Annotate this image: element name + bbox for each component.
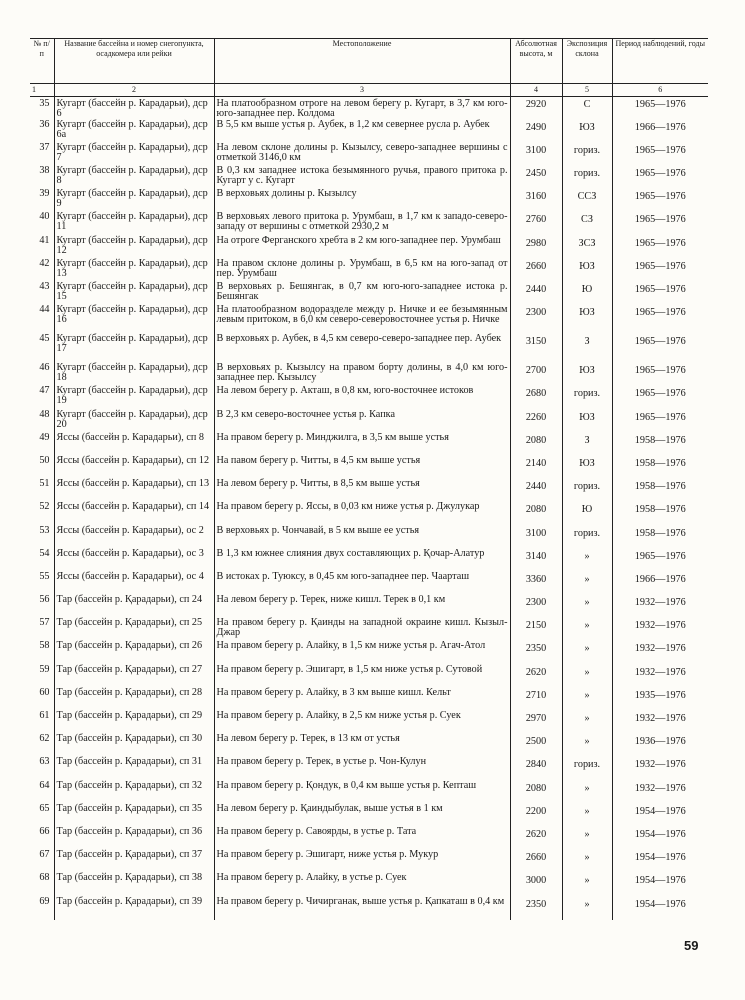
station-location: В истоках р. Туюксу, в 0,45 км юго-западнее пер. Чаарташ bbox=[214, 572, 510, 595]
altitude-value: 3100 bbox=[510, 526, 562, 549]
station-name: Кугарт (бассейн р. Карадарьи), дср 8 bbox=[54, 166, 214, 189]
altitude-value: 2080 bbox=[510, 433, 562, 456]
station-location: На платообразном водоразделе между р. Ничке и ее безымянным левым притоком, в 6,0 км северо-северовосточнее устья р. Ничке bbox=[214, 305, 510, 334]
table-row bbox=[30, 688, 708, 711]
header-period: Период наблюдений, годы bbox=[612, 39, 708, 84]
observation-period: 1954—1976 bbox=[612, 850, 708, 873]
station-name: Кугарт (бассейн р. Карадарьи), дср 13 bbox=[54, 259, 214, 282]
table-body bbox=[30, 97, 708, 920]
observation-period: 1958—1976 bbox=[612, 479, 708, 502]
station-name: Яссы (бассейн р. Карадарьи), сп 14 bbox=[54, 502, 214, 525]
station-name: Кугарт (бассейн р. Карадарьи), дср 17 bbox=[54, 334, 214, 363]
observation-period: 1958—1976 bbox=[612, 502, 708, 525]
observation-period: 1954—1976 bbox=[612, 804, 708, 827]
observation-period: 1936—1976 bbox=[612, 734, 708, 757]
header-location: Местоположение bbox=[214, 39, 510, 84]
altitude-value: 2660 bbox=[510, 259, 562, 282]
header-exposure: Экспозиция склона bbox=[562, 39, 612, 84]
station-location: В верховьях р. Бешянгак, в 0,7 км юго-юго-западнее истока р. Бешянгак bbox=[214, 282, 510, 305]
slope-exposure: СЗ bbox=[562, 212, 612, 235]
slope-exposure: » bbox=[562, 897, 612, 920]
table-row bbox=[30, 259, 708, 282]
row-number: 37 bbox=[39, 141, 50, 153]
observation-period: 1965—1976 bbox=[612, 363, 708, 386]
column-number: 1 bbox=[30, 84, 54, 97]
row-number: 38 bbox=[39, 165, 50, 177]
row-number: 66 bbox=[39, 825, 50, 837]
table-row bbox=[30, 549, 708, 572]
station-location: На правом берегу р. Савоярды, в устье р. Тата bbox=[214, 827, 510, 850]
slope-exposure: » bbox=[562, 641, 612, 664]
row-number: 54 bbox=[39, 547, 50, 559]
table-row bbox=[30, 734, 708, 757]
row-number: 57 bbox=[39, 617, 50, 629]
table-row bbox=[30, 189, 708, 212]
station-location: В верховьях долины р. Кызылсу bbox=[214, 189, 510, 212]
station-name: Тар (бассейн р. Қарадарьи), сп 36 bbox=[54, 827, 214, 850]
station-name: Тар (бассейн р. Қарадарьи), сп 28 bbox=[54, 688, 214, 711]
station-location: На левом склоне долины р. Кызылсу, северо-западнее вершины с отметкой 3146,0 км bbox=[214, 143, 510, 166]
slope-exposure: С bbox=[562, 97, 612, 120]
slope-exposure: » bbox=[562, 734, 612, 757]
observation-period: 1958—1976 bbox=[612, 433, 708, 456]
station-location: В 5,5 км выше устья р. Аубек, в 1,2 км севернее русла р. Аубек bbox=[214, 120, 510, 143]
altitude-value: 2080 bbox=[510, 781, 562, 804]
altitude-value: 2490 bbox=[510, 120, 562, 143]
altitude-value: 2700 bbox=[510, 363, 562, 386]
altitude-value: 3160 bbox=[510, 189, 562, 212]
station-name: Тар (бассейн р. Қарадарьи), сп 27 bbox=[54, 665, 214, 688]
row-number: 45 bbox=[39, 333, 50, 345]
observation-period: 1965—1976 bbox=[612, 236, 708, 259]
station-location: На павом берегу р. Читты, в 4,5 км выше устья bbox=[214, 456, 510, 479]
row-number: 60 bbox=[39, 686, 50, 698]
station-location: В верховьях левого притока р. Урумбаш, в 1,7 км к западо-северо-западу от вершины с отметкой 2930,2 м bbox=[214, 212, 510, 235]
altitude-value: 2200 bbox=[510, 804, 562, 827]
altitude-value: 2350 bbox=[510, 897, 562, 920]
station-location: На правом берегу р. Минджилга, в 3,5 км выше устья bbox=[214, 433, 510, 456]
table-row bbox=[30, 641, 708, 664]
station-name: Кугарт (бассейн р. Карадарьи), дср 20 bbox=[54, 410, 214, 433]
slope-exposure: » bbox=[562, 665, 612, 688]
station-name: Яссы (бассейн р. Карадарьи), ос 3 bbox=[54, 549, 214, 572]
observation-period: 1966—1976 bbox=[612, 120, 708, 143]
table-row bbox=[30, 479, 708, 502]
table-row bbox=[30, 502, 708, 525]
table-row bbox=[30, 386, 708, 409]
station-name: Тар (бассейн р. Қарадарьи), сп 32 bbox=[54, 781, 214, 804]
station-location: На правом берегу р. Алайку, в устье р. Суек bbox=[214, 873, 510, 896]
slope-exposure: ЗСЗ bbox=[562, 236, 612, 259]
row-number: 65 bbox=[39, 802, 50, 814]
altitude-value: 2620 bbox=[510, 827, 562, 850]
observation-period: 1965—1976 bbox=[612, 189, 708, 212]
row-number: 55 bbox=[39, 570, 50, 582]
observation-period: 1958—1976 bbox=[612, 526, 708, 549]
station-location: На левом берегу р. Акташ, в 0,8 км, юго-восточнее истоков bbox=[214, 386, 510, 409]
row-number: 61 bbox=[39, 710, 50, 721]
table-row bbox=[30, 572, 708, 595]
observation-period: 1965—1976 bbox=[612, 305, 708, 334]
observation-period: 1932—1976 bbox=[612, 618, 708, 641]
altitude-value: 2500 bbox=[510, 734, 562, 757]
station-name: Тар (бассейн р. Қарадарьи), сп 29 bbox=[54, 711, 214, 734]
slope-exposure: » bbox=[562, 804, 612, 827]
table-row bbox=[30, 827, 708, 850]
row-number: 35 bbox=[39, 98, 50, 109]
table-row bbox=[30, 456, 708, 479]
station-location: На правом берегу р. Чичирганак, выше устья р. Қапкаташ в 0,4 км bbox=[214, 897, 510, 920]
station-name: Тар (бассейн р. Қарадарьи), сп 37 bbox=[54, 850, 214, 873]
row-number: 53 bbox=[39, 524, 50, 536]
table-row bbox=[30, 166, 708, 189]
station-name: Яссы (бассейн р. Карадарьи), сп 12 bbox=[54, 456, 214, 479]
observation-period: 1965—1976 bbox=[612, 212, 708, 235]
row-number: 63 bbox=[39, 756, 50, 768]
row-number: 56 bbox=[39, 594, 50, 606]
altitude-value: 3000 bbox=[510, 873, 562, 896]
row-number: 51 bbox=[39, 478, 50, 490]
row-number: 41 bbox=[39, 234, 50, 246]
observation-period: 1965—1976 bbox=[612, 97, 708, 120]
altitude-value: 2350 bbox=[510, 641, 562, 664]
row-number: 64 bbox=[39, 779, 50, 791]
station-name: Кугарт (бассейн р. Карадарьи), дср 19 bbox=[54, 386, 214, 409]
table-row bbox=[30, 433, 708, 456]
row-number: 36 bbox=[39, 118, 50, 130]
station-location: На правом берегу р. Алайку, в 3 км выше кишл. Кельт bbox=[214, 688, 510, 711]
altitude-value: 2300 bbox=[510, 305, 562, 334]
station-name: Тар (бассейн р. Қарадарьи), сп 30 bbox=[54, 734, 214, 757]
slope-exposure: гориз. bbox=[562, 143, 612, 166]
altitude-value: 2150 bbox=[510, 618, 562, 641]
station-location: На отроге Ферганского хребта в 2 км юго-западнее пер. Урумбаш bbox=[214, 236, 510, 259]
station-name: Яссы (бассейн р. Карадарьи), сп 13 bbox=[54, 479, 214, 502]
row-number: 47 bbox=[39, 385, 50, 397]
slope-exposure: ЮЗ bbox=[562, 305, 612, 334]
table-row bbox=[30, 850, 708, 873]
station-location: На правом берегу р. Қаинды на западной окраине кишл. Кызыл-Джар bbox=[214, 618, 510, 641]
header-no: № п/п bbox=[30, 39, 54, 84]
row-number: 43 bbox=[39, 281, 50, 292]
row-number: 52 bbox=[39, 501, 50, 513]
row-number: 68 bbox=[39, 872, 50, 884]
observation-period: 1965—1976 bbox=[612, 386, 708, 409]
station-name: Кугарт (бассейн р. Карадарьи), дср 9 bbox=[54, 189, 214, 212]
row-number: 39 bbox=[39, 188, 50, 200]
table-row bbox=[30, 305, 708, 334]
column-number-row bbox=[30, 84, 708, 97]
altitude-value: 2440 bbox=[510, 479, 562, 502]
station-location: На платообразном отроге на левом берегу р. Кугарт, в 3,7 км юго-юго-западнее пер. Колдома bbox=[214, 97, 510, 120]
table-row bbox=[30, 120, 708, 143]
slope-exposure: ЮЗ bbox=[562, 120, 612, 143]
altitude-value: 3100 bbox=[510, 143, 562, 166]
station-name: Кугарт (бассейн р. Карадарьи), дср 6 bbox=[54, 97, 214, 120]
slope-exposure: гориз. bbox=[562, 386, 612, 409]
station-location: В верховьях р. Аубек, в 4,5 км северо-северо-западнее пер. Аубек bbox=[214, 334, 510, 363]
row-number: 50 bbox=[39, 454, 50, 466]
slope-exposure: гориз. bbox=[562, 757, 612, 780]
column-number: 3 bbox=[214, 84, 510, 97]
table-row bbox=[30, 363, 708, 386]
station-location: На правом берегу р. Алайку, в 2,5 км ниже устья р. Суек bbox=[214, 711, 510, 734]
observation-period: 1932—1976 bbox=[612, 711, 708, 734]
station-name: Кугарт (бассейн р. Карадарьи), дср 18 bbox=[54, 363, 214, 386]
station-location: На левом берегу р. Қаиндыбулак, выше устья в 1 км bbox=[214, 804, 510, 827]
column-number: 6 bbox=[612, 84, 708, 97]
slope-exposure: ЮЗ bbox=[562, 363, 612, 386]
table-row bbox=[30, 236, 708, 259]
table-row bbox=[30, 595, 708, 618]
altitude-value: 2080 bbox=[510, 502, 562, 525]
observation-period: 1954—1976 bbox=[612, 897, 708, 920]
slope-exposure: » bbox=[562, 549, 612, 572]
observation-period: 1932—1976 bbox=[612, 665, 708, 688]
altitude-value: 2980 bbox=[510, 236, 562, 259]
table-row bbox=[30, 757, 708, 780]
altitude-value: 2840 bbox=[510, 757, 562, 780]
table-row bbox=[30, 781, 708, 804]
table-row bbox=[30, 665, 708, 688]
table-row bbox=[30, 143, 708, 166]
row-number: 49 bbox=[39, 431, 50, 443]
station-location: На правом берегу р. Яссы, в 0,03 км ниже устья р. Джулукар bbox=[214, 502, 510, 525]
observation-period: 1954—1976 bbox=[612, 827, 708, 850]
header-name: Название бассейна и номер снегопункта, осадкомера или рейки bbox=[54, 39, 214, 84]
row-number: 48 bbox=[39, 408, 50, 420]
slope-exposure: » bbox=[562, 827, 612, 850]
altitude-value: 2300 bbox=[510, 595, 562, 618]
slope-exposure: » bbox=[562, 873, 612, 896]
row-number: 46 bbox=[39, 362, 50, 374]
slope-exposure: З bbox=[562, 334, 612, 363]
observation-period: 1932—1976 bbox=[612, 595, 708, 618]
observation-period: 1935—1976 bbox=[612, 688, 708, 711]
altitude-value: 2440 bbox=[510, 282, 562, 305]
altitude-value: 2920 bbox=[510, 97, 562, 120]
row-number: 58 bbox=[39, 640, 50, 652]
station-location: В 2,3 км северо-восточнее устья р. Капка bbox=[214, 410, 510, 433]
station-name: Тар (бассейн р. Қарадарьи), сп 38 bbox=[54, 873, 214, 896]
slope-exposure: » bbox=[562, 618, 612, 641]
table-row bbox=[30, 804, 708, 827]
station-name: Кугарт (бассейн р. Карадарьи), дср 12 bbox=[54, 236, 214, 259]
slope-exposure: » bbox=[562, 850, 612, 873]
table-row bbox=[30, 711, 708, 734]
observation-period: 1965—1976 bbox=[612, 410, 708, 433]
stations-table bbox=[30, 38, 708, 920]
altitude-value: 3140 bbox=[510, 549, 562, 572]
row-number: 62 bbox=[39, 733, 50, 745]
page-number: 59 bbox=[684, 938, 699, 953]
row-number: 40 bbox=[39, 211, 50, 223]
station-location: В верховьях р. Кызылсу на правом борту долины, в 4,0 км юго-западнее пер. Кызылсу bbox=[214, 363, 510, 386]
slope-exposure: Ю bbox=[562, 502, 612, 525]
station-location: В верховьях р. Чончавай, в 5 км выше ее устья bbox=[214, 526, 510, 549]
slope-exposure: гориз. bbox=[562, 479, 612, 502]
altitude-value: 2970 bbox=[510, 711, 562, 734]
row-number: 69 bbox=[39, 895, 50, 907]
table-row bbox=[30, 410, 708, 433]
altitude-value: 2260 bbox=[510, 410, 562, 433]
altitude-value: 2140 bbox=[510, 456, 562, 479]
table-row bbox=[30, 212, 708, 235]
station-name: Яссы (бассейн р. Карадарьи), сп 8 bbox=[54, 433, 214, 456]
slope-exposure: Ю bbox=[562, 282, 612, 305]
station-name: Тар (бассейн р. Қарадарьи), сп 25 bbox=[54, 618, 214, 641]
header-altitude: Абсолютная высота, м bbox=[510, 39, 562, 84]
station-location: На правом берегу р. Алайку, в 1,5 км ниже устья р. Агач-Атол bbox=[214, 641, 510, 664]
table-row bbox=[30, 897, 708, 920]
station-location: На правом берегу р. Терек, в устье р. Чон-Кулун bbox=[214, 757, 510, 780]
observation-period: 1932—1976 bbox=[612, 781, 708, 804]
observation-period: 1965—1976 bbox=[612, 259, 708, 282]
station-location: На левом берегу р. Терек, ниже кишл. Терек в 0,1 км bbox=[214, 595, 510, 618]
station-name: Кугарт (бассейн р. Карадарьи), дср 7 bbox=[54, 143, 214, 166]
table-row bbox=[30, 618, 708, 641]
station-name: Тар (бассейн р. Қарадарьи), сп 35 bbox=[54, 804, 214, 827]
observation-period: 1932—1976 bbox=[612, 757, 708, 780]
table-row bbox=[30, 873, 708, 896]
table-row bbox=[30, 97, 708, 120]
observation-period: 1965—1976 bbox=[612, 549, 708, 572]
slope-exposure: » bbox=[562, 781, 612, 804]
altitude-value: 2710 bbox=[510, 688, 562, 711]
station-name: Кугарт (бассейн р. Карадарьи), дср 15 bbox=[54, 282, 214, 305]
observation-period: 1965—1976 bbox=[612, 143, 708, 166]
station-location: На правом берегу р. Эшигарт, в 1,5 км ниже устья р. Сутовой bbox=[214, 665, 510, 688]
slope-exposure: ЮЗ bbox=[562, 456, 612, 479]
observation-period: 1932—1976 bbox=[612, 641, 708, 664]
station-location: В 1,3 км южнее слияния двух составляющих р. Қочар-Алатур bbox=[214, 549, 510, 572]
row-number: 59 bbox=[39, 663, 50, 675]
slope-exposure: гориз. bbox=[562, 526, 612, 549]
observation-period: 1966—1976 bbox=[612, 572, 708, 595]
row-number: 44 bbox=[39, 304, 50, 316]
slope-exposure: З bbox=[562, 433, 612, 456]
slope-exposure: ССЗ bbox=[562, 189, 612, 212]
station-location: На правом берегу р. Қондук, в 0,4 км выше устья р. Кепташ bbox=[214, 781, 510, 804]
altitude-value: 2680 bbox=[510, 386, 562, 409]
observation-period: 1965—1976 bbox=[612, 166, 708, 189]
table-row bbox=[30, 526, 708, 549]
station-location: На левом берегу р. Терек, в 13 км от устья bbox=[214, 734, 510, 757]
row-number: 42 bbox=[39, 257, 50, 269]
altitude-value: 2450 bbox=[510, 166, 562, 189]
observation-period: 1965—1976 bbox=[612, 334, 708, 363]
station-name: Яссы (бассейн р. Карадарьи), ос 2 bbox=[54, 526, 214, 549]
station-name: Яссы (бассейн р. Карадарьи), ос 4 bbox=[54, 572, 214, 595]
slope-exposure: » bbox=[562, 572, 612, 595]
slope-exposure: гориз. bbox=[562, 166, 612, 189]
slope-exposure: » bbox=[562, 595, 612, 618]
slope-exposure: ЮЗ bbox=[562, 410, 612, 433]
altitude-value: 2760 bbox=[510, 212, 562, 235]
station-name: Кугарт (бассейн р. Карадарьи), дср 11 bbox=[54, 212, 214, 235]
station-name: Тар (бассейн р. Қарадарьи), сп 31 bbox=[54, 757, 214, 780]
row-number: 67 bbox=[39, 849, 50, 861]
slope-exposure: » bbox=[562, 711, 612, 734]
column-number: 4 bbox=[510, 84, 562, 97]
station-name: Тар (бассейн р. Қарадарьи), сп 24 bbox=[54, 595, 214, 618]
station-name: Тар (бассейн р. Қарадарьи), сп 39 bbox=[54, 897, 214, 920]
station-location: На левом берегу р. Читты, в 8,5 км выше устья bbox=[214, 479, 510, 502]
observation-period: 1965—1976 bbox=[612, 282, 708, 305]
station-name: Тар (бассейн р. Қарадарьи), сп 26 bbox=[54, 641, 214, 664]
station-location: На правом берегу р. Эшигарт, ниже устья р. Мукур bbox=[214, 850, 510, 873]
station-location: На правом склоне долины р. Урумбаш, в 6,5 км на юго-запад от пер. Урумбаш bbox=[214, 259, 510, 282]
table-row bbox=[30, 282, 708, 305]
altitude-value: 3360 bbox=[510, 572, 562, 595]
altitude-value: 2660 bbox=[510, 850, 562, 873]
column-number: 2 bbox=[54, 84, 214, 97]
station-name: Кугарт (бассейн р. Карадарьи), дср 6а bbox=[54, 120, 214, 143]
station-name: Кугарт (бассейн р. Карадарьи), дср 16 bbox=[54, 305, 214, 334]
observation-period: 1958—1976 bbox=[612, 456, 708, 479]
altitude-value: 2620 bbox=[510, 665, 562, 688]
header-row bbox=[30, 39, 708, 84]
slope-exposure: ЮЗ bbox=[562, 259, 612, 282]
slope-exposure: » bbox=[562, 688, 612, 711]
table-row bbox=[30, 334, 708, 363]
altitude-value: 3150 bbox=[510, 334, 562, 363]
column-number: 5 bbox=[562, 84, 612, 97]
station-location: В 0,3 км западнее истока безымянного ручья, правого притока р. Кугарт у с. Кугарт bbox=[214, 166, 510, 189]
observation-period: 1954—1976 bbox=[612, 873, 708, 896]
